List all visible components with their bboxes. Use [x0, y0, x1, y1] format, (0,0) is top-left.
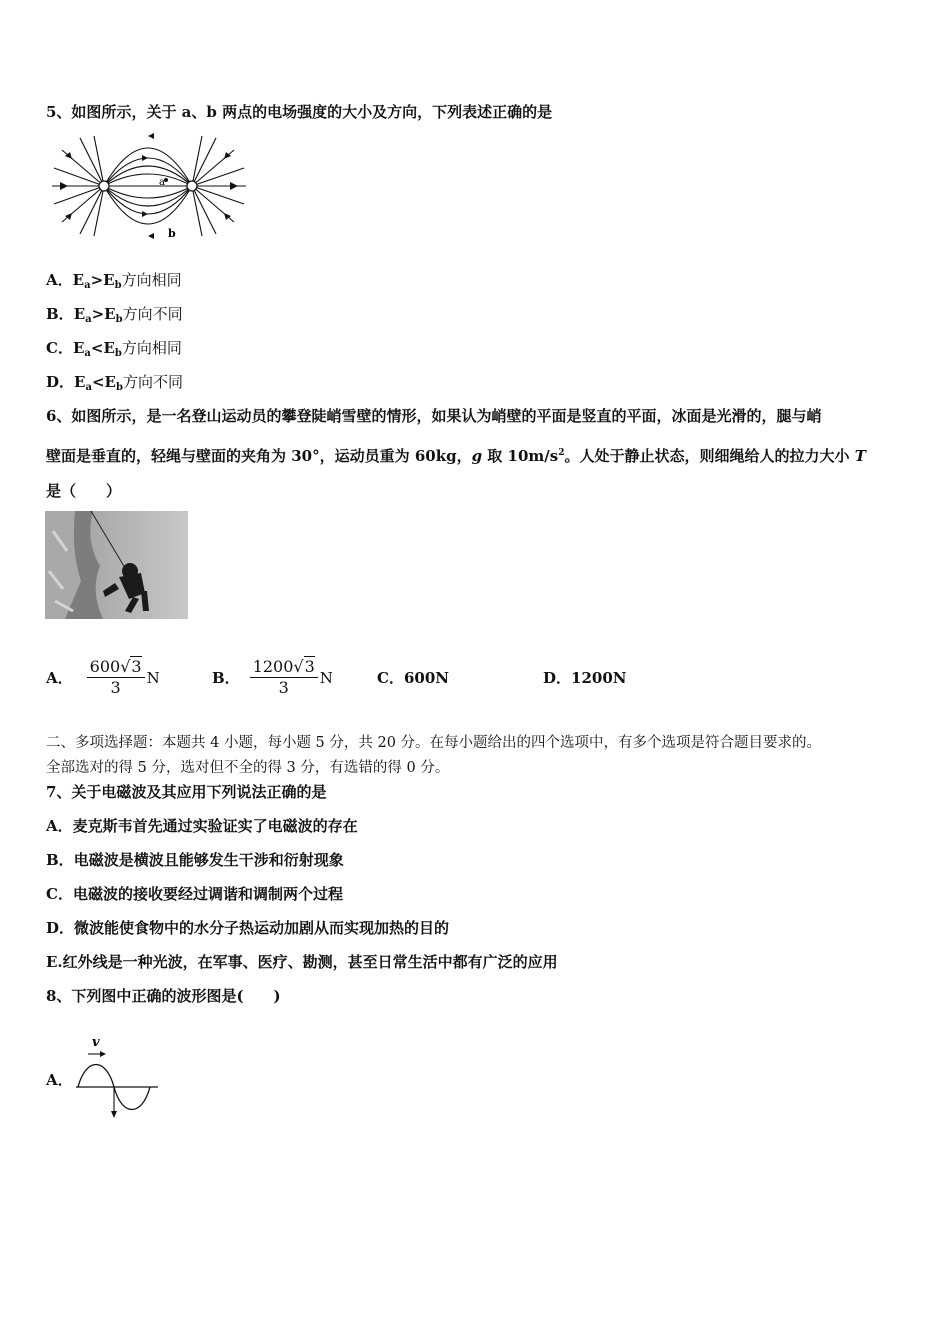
q6-option-c[interactable]: C． 600N [377, 668, 449, 687]
q5-option-d[interactable]: D．$E_a<E_b$方向不同 [46, 373, 183, 393]
electric-field-figure [48, 132, 250, 242]
q6-option-b[interactable]: B． $\frac{1200√3}{3}$ N [212, 657, 333, 697]
q5-option-b[interactable]: B．$E_a>E_b$方向不同 [46, 305, 183, 325]
q7-option-e[interactable]: E.红外线是一种光波，在军事、医疗、勘测，甚至日常生活中都有广泛的应用 [46, 953, 558, 971]
point-b-label: b [168, 227, 176, 240]
down-arrow-icon [111, 1111, 117, 1118]
q5-stem: 5、如图所示，关于 a、b 两点的电场强度的大小及方向，下列表述正确的是 [46, 103, 553, 121]
q7-option-b[interactable]: B．电磁波是横波且能够发生干涉和衍射现象 [46, 851, 344, 869]
q6-options [46, 650, 906, 705]
q8-stem: 8、下列图中正确的波形图是( ) [46, 987, 281, 1005]
q8-option-a-label[interactable]: A． [46, 1071, 73, 1089]
q8-option-a-waveform[interactable] [74, 1034, 160, 1124]
q6-stem-line2: 壁面是垂直的，轻绳与壁面的夹角为 30°，运动员重为 60kg，g 取 $10m/s^2$。人处于静止状态，则细绳给人的拉力大小 T [46, 447, 866, 465]
q7-option-a[interactable]: A．麦克斯韦首先通过实验证实了电磁波的存在 [46, 817, 358, 835]
q7-option-c[interactable]: C．电磁波的接收要经过调谐和调制两个过程 [46, 885, 343, 903]
q7-stem: 7、关于电磁波及其应用下列说法正确的是 [46, 783, 327, 801]
velocity-arrow-icon [100, 1051, 106, 1057]
q6-stem-line1: 6、如图所示，是一名登山运动员的攀登陡峭雪壁的情形，如果认为峭壁的平面是竖直的平面，冰面是光滑的，腿与峭 [46, 407, 822, 425]
point-a-label: a [159, 177, 165, 188]
q5-option-c[interactable]: C．$E_a<E_b$方向相同 [46, 339, 182, 359]
fraction: $\frac{600√3}{3}$ [87, 657, 145, 698]
section2-heading-line2: 全部选对的得 5 分，选对但不全的得 3 分，有选错的得 0 分。 [46, 760, 450, 776]
section2-heading-line1: 二、多项选择题：本题共 4 小题，每小题 5 分，共 20 分。在每小题给出的四个选项中，有多个选项是符合题目要求的。 [46, 735, 822, 751]
q7-option-d[interactable]: D．微波能使食物中的水分子热运动加剧从而实现加热的目的 [46, 919, 450, 937]
q6-option-d[interactable]: D． 1200N [543, 668, 627, 687]
q6-option-a[interactable]: A． $\frac{600√3}{3}$ N [46, 657, 160, 697]
fraction: $\frac{1200√3}{3}$ [250, 657, 318, 698]
velocity-label: v [92, 1035, 100, 1050]
q6-stem-line3: 是（ ） [46, 482, 122, 500]
q5-option-a[interactable]: A．$E_a>E_b$方向相同 [46, 271, 182, 291]
climber-photo [45, 511, 188, 619]
